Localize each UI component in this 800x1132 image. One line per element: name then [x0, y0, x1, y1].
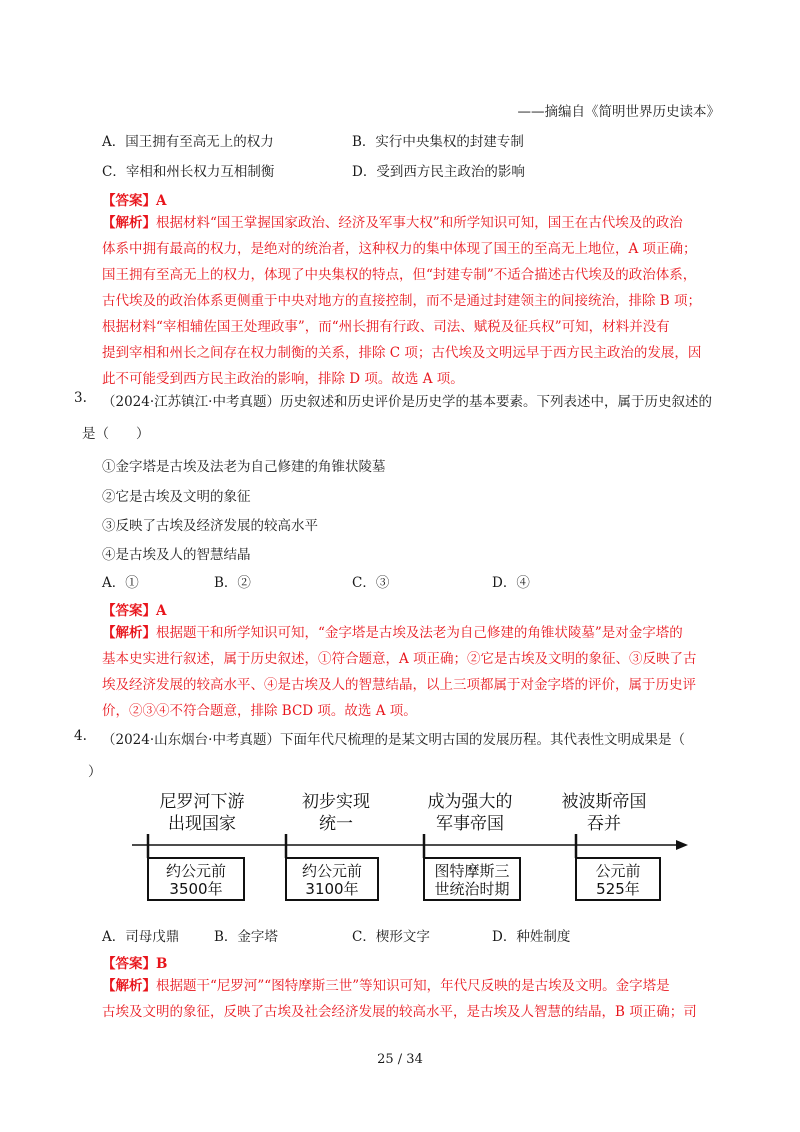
event-label: 初步实现: [302, 792, 370, 812]
event-label: 军事帝国: [436, 814, 504, 834]
q3-statement-1: ①金字塔是古埃及法老为自己修建的角锥状陵墓: [102, 459, 386, 475]
analysis-line: 基本史实进行叙述，属于历史叙述，①符合题意，A 项正确；②它是古埃及文明的象征、③反映了古: [102, 651, 697, 667]
q3-stem-line1: （2024·江苏镇江·中考真题）历史叙述和历史评价是历史学的基本要素。下列表述中，属于历史叙述的: [102, 394, 712, 410]
date-text: 世统治时期: [434, 880, 510, 898]
event-label: 统一: [319, 814, 353, 834]
analysis-line: 根据材料“宰相辅佐国王处理政事”，而“州长拥有行政、司法、赋税及征兵权”可知，材料并没有: [102, 319, 670, 335]
q3-option-a: A．①: [102, 575, 139, 591]
event-label: 吞并: [587, 814, 621, 834]
q3-stem-line2: 是（ ）: [82, 426, 150, 442]
q2-analysis: [102, 210, 714, 392]
q2-option-a: A．国王拥有至高无上的权力: [102, 134, 274, 150]
analysis-tag: 【解析】: [102, 215, 156, 231]
analysis-line: 国王拥有至高无上的权力，体现了中央集权的特点，但“封建专制”不适合描述古代埃及的政治体系，: [102, 267, 697, 283]
answer-tag: 【答案】: [102, 603, 156, 619]
analysis-tag: 【解析】: [102, 625, 156, 641]
q4-option-a: A．司母戊鼎: [102, 929, 180, 945]
q4-number: 4.: [74, 728, 87, 744]
q4-option-b: B．金字塔: [214, 929, 278, 945]
q3-option-b: B．②: [214, 575, 251, 591]
date-text: 约公元前: [301, 862, 363, 880]
timeline-event-2: [286, 792, 378, 900]
q4-answer: [102, 952, 167, 972]
timeline-figure: [132, 780, 702, 912]
analysis-line: 古代埃及的政治体系更侧重于中央对地方的直接控制，而不是通过封建领主的间接统治，排除 B 项；: [102, 293, 702, 309]
q3-statement-4: ④是古埃及人的智慧结晶: [102, 547, 251, 563]
q4-stem-line2: ）: [88, 764, 102, 780]
q3-statement-3: ③反映了古埃及经济发展的较高水平: [102, 518, 318, 534]
timeline-event-4: [562, 792, 661, 900]
date-text: 525年: [596, 880, 640, 898]
analysis-line: 此不可能受到西方民主政治的影响，排除 D 项。故选 A 项。: [102, 371, 464, 387]
q2-option-c: C．宰相和州长权力互相制衡: [102, 164, 275, 180]
analysis-line: 埃及经济发展的较高水平、④是古埃及人的智慧结晶，以上三项都属于对金字塔的评价，属于历史评: [102, 677, 696, 693]
analysis-line: 价，②③④不符合题意，排除 BCD 项。故选 A 项。: [102, 703, 417, 719]
event-label: 被波斯帝国: [561, 792, 647, 812]
q3-option-c: C．③: [352, 575, 390, 591]
source-citation: ——摘编自《简明世界历史读本》: [517, 104, 720, 120]
analysis-line: 【解析】根据材料“国王掌握国家政治、经济及军事大权”和所学知识可知，国王在古代埃及的政治: [102, 215, 683, 231]
answer-tag: 【答案】: [102, 956, 156, 972]
q3-option-d: D．④: [492, 575, 530, 591]
page-number: 25 / 34: [377, 1052, 423, 1067]
date-text: 约公元前: [165, 862, 227, 880]
answer-value: B: [156, 956, 168, 972]
q2-option-d: D．受到西方民主政治的影响: [352, 164, 525, 180]
analysis-line: 古埃及文明的象征，反映了古埃及社会经济发展的较高水平，是古埃及人智慧的结晶，B 项正确；司: [102, 1004, 697, 1020]
q3-analysis: [102, 620, 714, 724]
event-label: 尼罗河下游: [159, 792, 245, 812]
q2-answer: [102, 189, 166, 209]
q2-option-b: B．实行中央集权的封建专制: [352, 134, 524, 150]
answer-tag: 【答案】: [102, 193, 156, 209]
event-label: 成为强大的: [427, 792, 513, 812]
answer-value: A: [156, 193, 167, 209]
timeline-event-1: [148, 792, 245, 900]
date-text: 图特摩斯三: [434, 862, 510, 880]
timeline-arrow-icon: [676, 840, 688, 850]
q4-option-c: C．楔形文字: [352, 929, 430, 945]
event-label: 出现国家: [168, 814, 236, 834]
q4-option-d: D．种姓制度: [492, 929, 571, 945]
answer-value: A: [156, 603, 167, 619]
q4-analysis: [102, 973, 714, 1025]
analysis-line: 提到宰相和州长之间存在权力制衡的关系，排除 C 项；古代埃及文明远早于西方民主政治的发展，因: [102, 345, 702, 361]
analysis-line: 【解析】根据题干和所学知识可知，“金字塔是古埃及法老为自己修建的角锥状陵墓”是对金字塔的: [102, 625, 683, 641]
q4-stem-line1: （2024·山东烟台·中考真题）下面年代尺梳理的是某文明古国的发展历程。其代表性文明成果是（: [102, 732, 685, 748]
analysis-line: 【解析】根据题干“尼罗河”“图特摩斯三世”等知识可知，年代尺反映的是古埃及文明。金字塔是: [102, 978, 670, 994]
timeline-event-3: [424, 792, 520, 900]
analysis-tag: 【解析】: [102, 978, 156, 994]
analysis-line: 体系中拥有最高的权力，是绝对的统治者，这种权力的集中体现了国王的至高无上地位，A 项正确；: [102, 241, 697, 257]
q3-number: 3.: [74, 390, 87, 406]
q3-answer: [102, 599, 166, 619]
date-text: 3500年: [169, 880, 223, 898]
date-text: 3100年: [305, 880, 359, 898]
q3-statement-2: ②它是古埃及文明的象征: [102, 489, 251, 505]
date-text: 公元前: [595, 862, 641, 880]
